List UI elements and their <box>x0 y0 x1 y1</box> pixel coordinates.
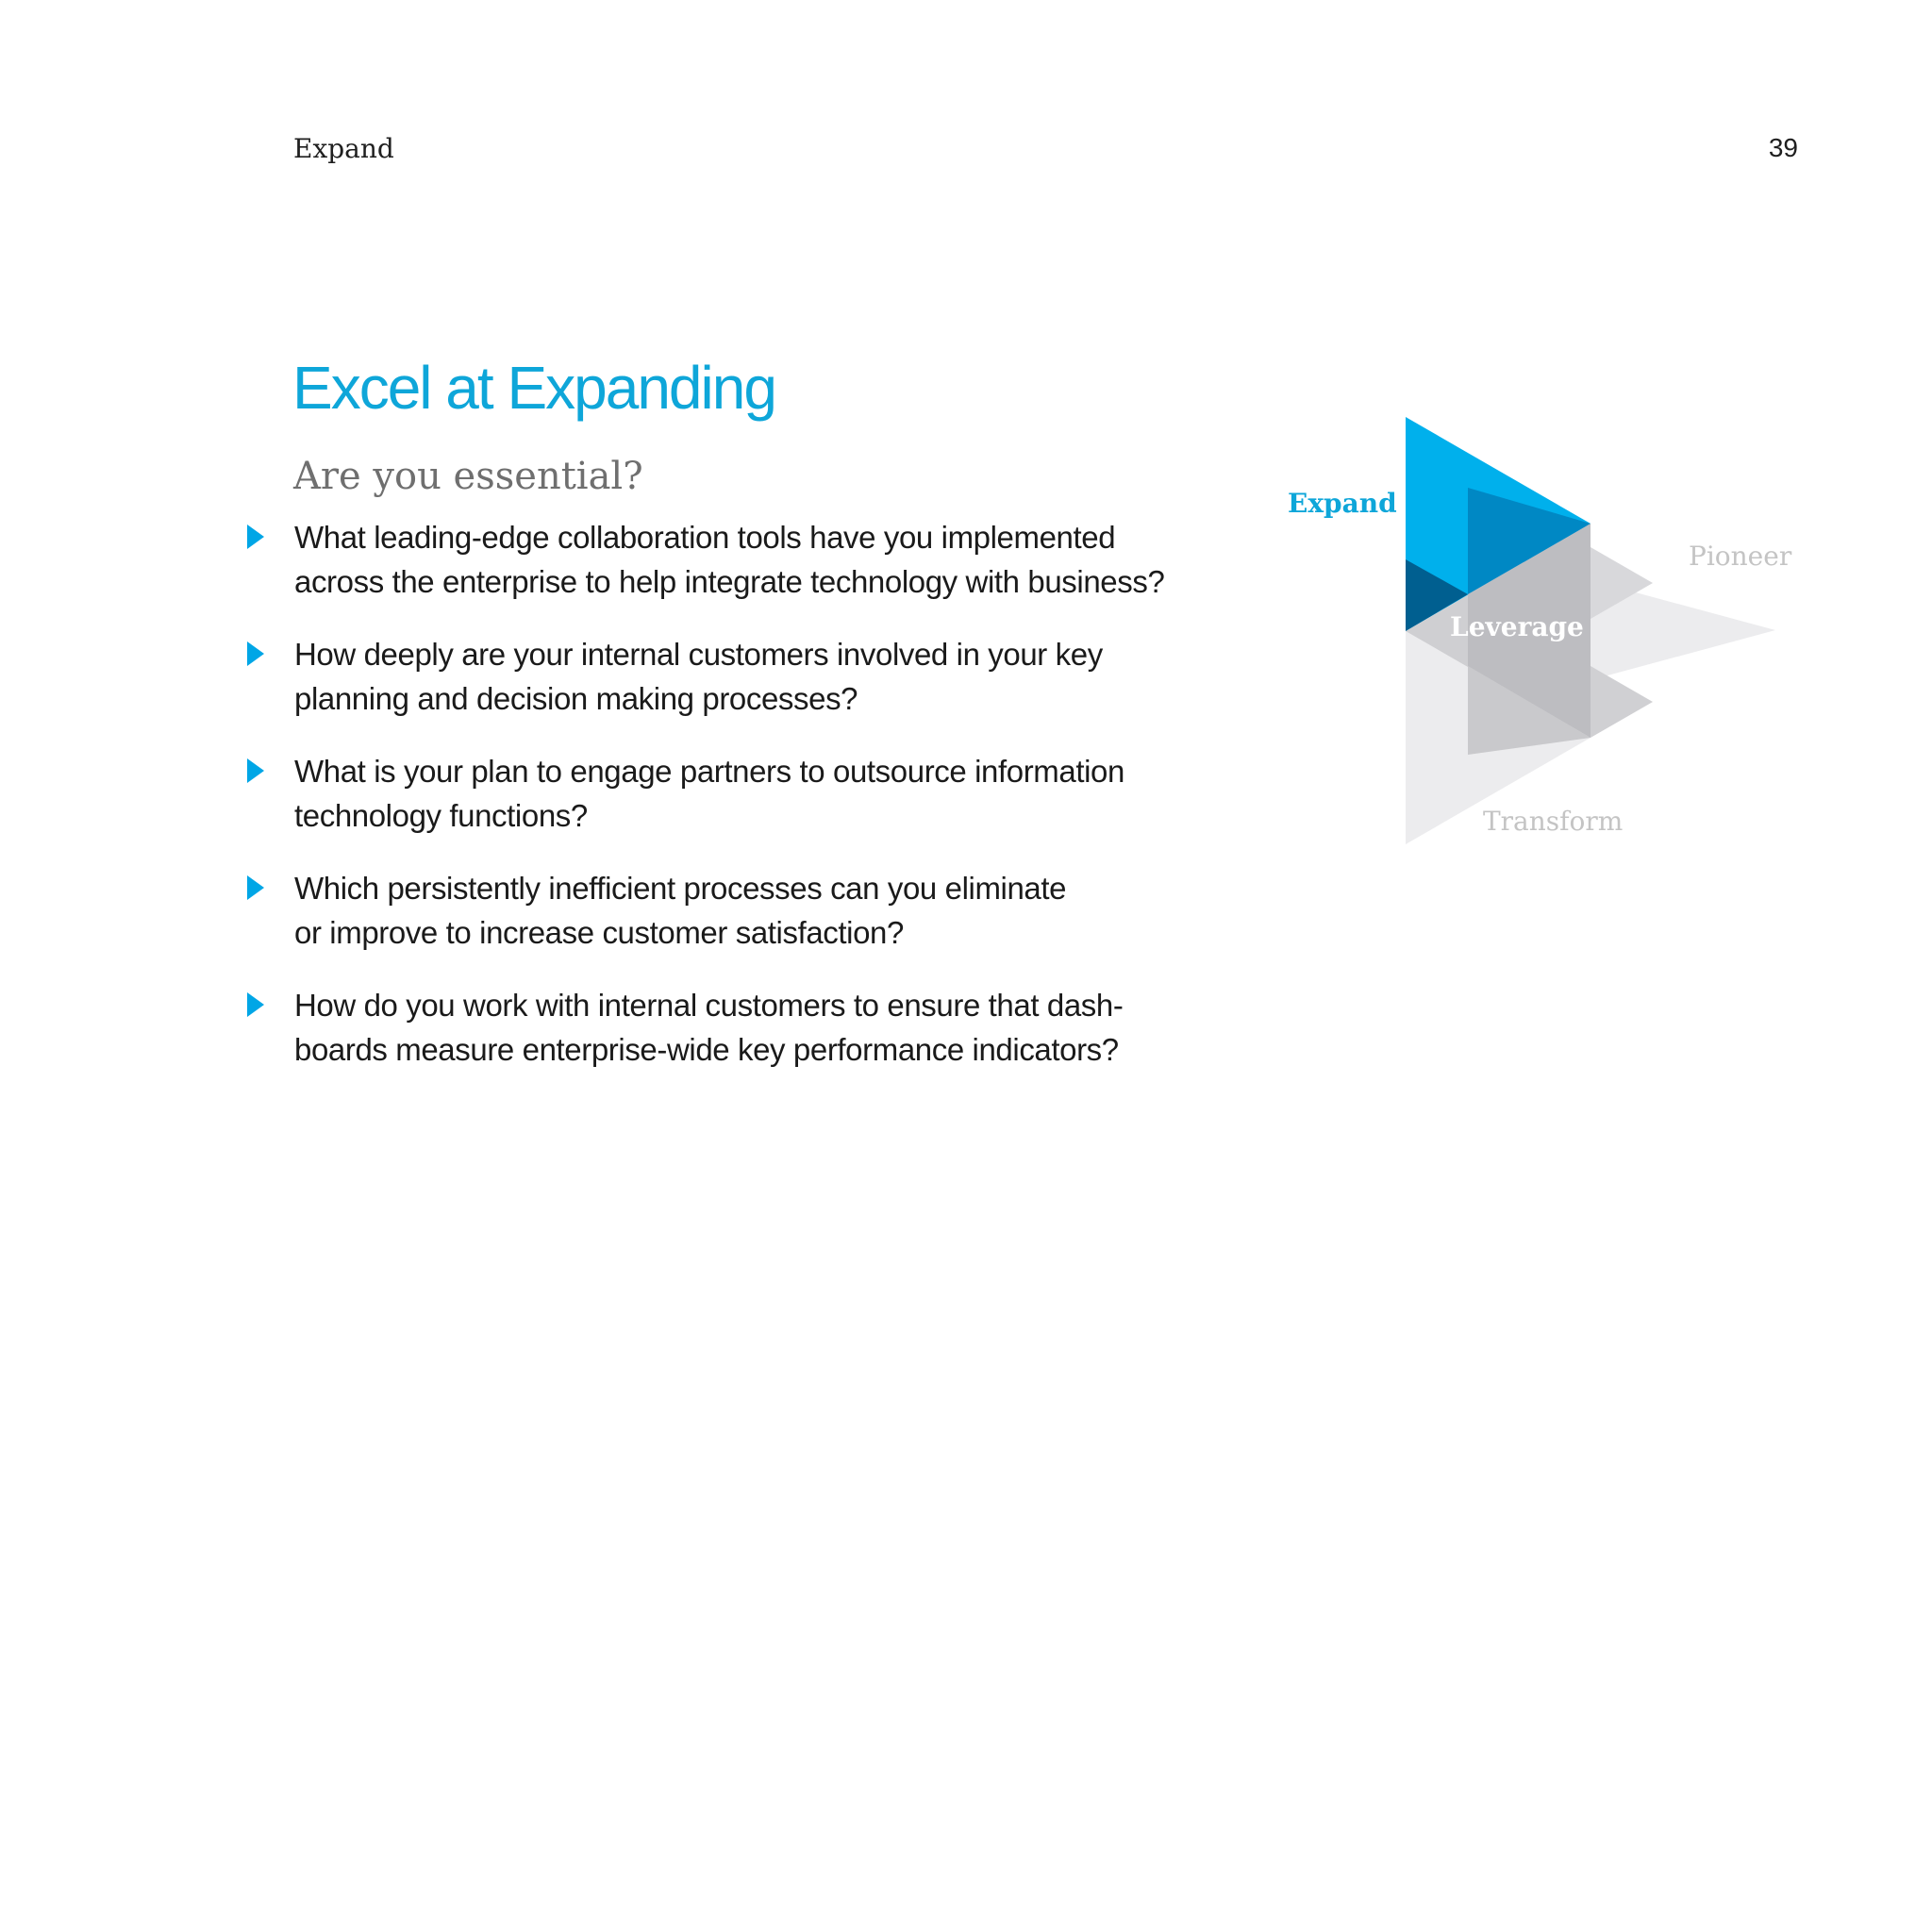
bullet-triangle-icon <box>247 758 264 783</box>
diagram-label-expand: Expand <box>1288 488 1397 519</box>
section-header: Expand <box>293 133 394 164</box>
diagram-label-transform: Transform <box>1483 806 1624 837</box>
question-text: How do you work with internal customers to ensure that dash- boards measure enterprise-wide key performance indicators? <box>294 988 1124 1067</box>
question-text: How deeply are your internal customers involved in your key planning and decision making processes? <box>294 637 1103 716</box>
question-text: Which persistently inefficient processes can you eliminate or improve to increase customer satisfaction? <box>294 871 1067 950</box>
bullet-triangle-icon <box>247 992 264 1017</box>
bullet-triangle-icon <box>247 641 264 666</box>
question-text: What leading-edge collaboration tools have you implemented across the enterprise to help integrate technology with business? <box>294 520 1165 599</box>
page-subtitle: Are you essential? <box>293 455 643 498</box>
question-text: What is your plan to engage partners to outsource information technology functions? <box>294 754 1124 833</box>
transform-overlap-gray <box>1591 666 1653 738</box>
question-item <box>245 983 1208 1072</box>
question-list <box>245 515 1208 1100</box>
bullet-triangle-icon <box>247 525 264 549</box>
triangle-framework-diagram <box>1283 406 1811 858</box>
diagram-label-pioneer: Pioneer <box>1689 541 1792 572</box>
question-item <box>245 866 1208 955</box>
question-item <box>245 749 1208 838</box>
question-item <box>245 515 1208 604</box>
question-item <box>245 632 1208 721</box>
bullet-triangle-icon <box>247 875 264 900</box>
diagram-label-leverage: Leverage <box>1450 611 1584 642</box>
page-title: Excel at Expanding <box>292 354 775 422</box>
page-number: 39 <box>1768 133 1798 162</box>
